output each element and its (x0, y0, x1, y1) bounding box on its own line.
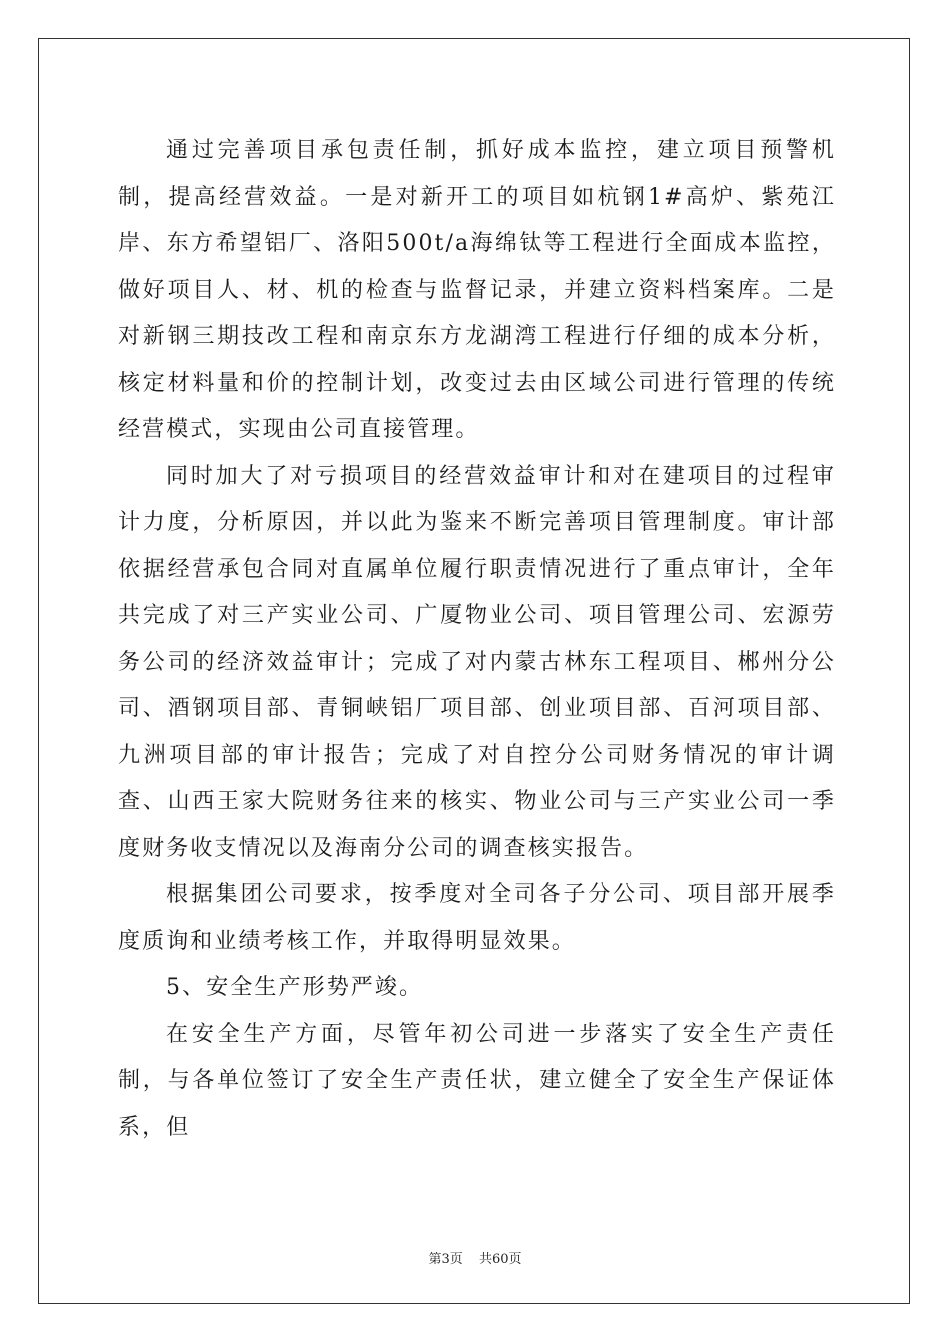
page-total: 共60页 (478, 1252, 522, 1267)
paragraph-cost-control: 通过完善项目承包责任制，抓好成本监控，建立项目预警机制，提高经营效益。一是对新开工的项目如杭钢1#高炉、紫苑江岸、东方希望铝厂、洛阳500t/a海绵钛等工程进行全面成本监控，做好项目人、材、机的检查与监督记录，并建立资料档案库。二是对新钢三期技改工程和南京东方龙湖湾工程进行仔细的成本分析，核定材料量和价的控制计划，改变过去由区域公司进行管理的传统经营模式，实现由公司直接管理。 (118, 138, 836, 442)
page-number: 第3页 (428, 1252, 463, 1267)
paragraph-safety: 在安全生产方面，尽管年初公司进一步落实了安全生产责任制，与各单位签订了安全生产责任状，建立健全了安全生产保证体系，但 (118, 1021, 836, 1140)
paragraph-quarterly-review: 根据集团公司要求，按季度对全司各子分公司、项目部开展季度质询和业绩考核工作，并取得明显效果。 (118, 882, 836, 954)
page-footer (0, 1248, 950, 1267)
document-body (118, 128, 836, 1151)
paragraph-audit: 同时加大了对亏损项目的经营效益审计和对在建项目的过程审计力度，分析原因，并以此为鉴来不断完善项目管理制度。审计部依据经营承包合同对直属单位履行职责情况进行了重点审计，全年共完成了对三产实业公司、广厦物业公司、项目管理公司、宏源劳务公司的经济效益审计；完成了对内蒙古林东工程项目、郴州分公司、酒钢项目部、青铜峡铝厂项目部、创业项目部、百河项目部、九洲项目部的审计报告；完成了对自控分公司财务情况的审计调查、山西王家大院财务往来的核实、物业公司与三产实业公司一季度财务收支情况以及海南分公司的调查核实报告。 (118, 463, 836, 861)
section-heading-safety: 5、安全生产形势严竣。 (166, 975, 424, 1000)
